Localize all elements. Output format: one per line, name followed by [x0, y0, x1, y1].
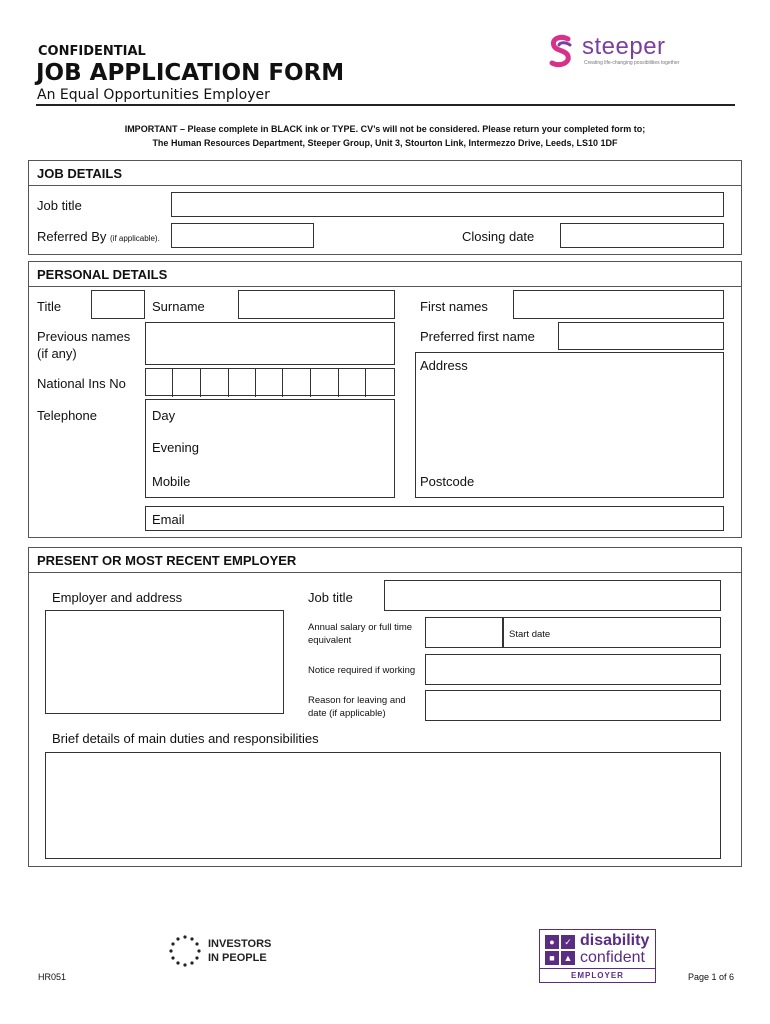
ni-digit-cell[interactable] [174, 369, 201, 397]
surname-label: Surname [152, 299, 205, 314]
ni-digit-cell[interactable] [229, 369, 256, 397]
first-names-input[interactable] [513, 290, 724, 319]
ni-digit-cell[interactable] [256, 369, 283, 397]
salary-input[interactable] [425, 617, 503, 648]
form-ref: HR051 [38, 972, 67, 982]
previous-names-label: Previous names [37, 329, 131, 344]
evening-label: Evening [152, 440, 199, 455]
start-date-label: Start date [509, 629, 551, 640]
job-title-label: Job title [37, 198, 82, 213]
employer-address-input[interactable] [45, 610, 284, 714]
dc-employer-bar [540, 968, 655, 982]
referred-by-text: Referred By [37, 229, 107, 244]
lock-icon: ■ [545, 951, 559, 965]
email-label: Email [152, 512, 185, 527]
closing-date-label: Closing date [462, 229, 535, 244]
disability-confident-logo [539, 929, 656, 983]
referred-by-input[interactable] [171, 223, 314, 248]
closing-date-input[interactable] [560, 223, 724, 248]
reason-label-line2: date (if applicable) [308, 708, 386, 719]
logo-text: steeper [582, 33, 666, 60]
ni-input[interactable] [145, 368, 395, 396]
steeper-logo [546, 33, 696, 73]
important-line-1: IMPORTANT – Please complete in BLACK ink or TYPE. CV’s will not be considered. Please return your completed form to; [124, 124, 646, 134]
surname-input[interactable] [238, 290, 395, 319]
ni-digit-cell[interactable] [284, 369, 311, 397]
dc-line-1: disability [580, 932, 650, 949]
previous-names-input[interactable] [145, 322, 395, 365]
laurel-wreath-icon [168, 934, 202, 968]
header-rule [36, 104, 735, 106]
postcode-label: Postcode [420, 474, 475, 489]
iip-line-2: IN PEOPLE [208, 952, 267, 964]
people-icon: ● [545, 935, 559, 949]
dc-line-2: confident [580, 949, 645, 966]
referred-by-label [37, 229, 160, 244]
salary-label-line2: equivalent [308, 635, 352, 646]
form-subtitle: An Equal Opportunities Employer [37, 87, 270, 103]
employer-header [29, 548, 741, 573]
chat-icon: ▲ [561, 951, 575, 965]
dc-line-3: EMPLOYER [571, 971, 624, 980]
dc-icon-grid [545, 935, 577, 967]
employer-title: PRESENT OR MOST RECENT EMPLOYER [37, 553, 297, 568]
investors-in-people-logo [168, 934, 283, 970]
personal-details-title: PERSONAL DETAILS [37, 267, 168, 282]
personal-details-header [29, 262, 741, 287]
preferred-name-label: Preferred first name [420, 329, 535, 344]
duties-label: Brief details of main duties and responsibilities [52, 731, 319, 746]
iip-line-1: INVESTORS [208, 938, 272, 950]
title-label: Title [37, 299, 62, 314]
steeper-logo-mark-icon [546, 33, 576, 69]
mobile-label: Mobile [152, 474, 191, 489]
logo-tagline: Creating life-changing possibilities together [584, 60, 680, 66]
ni-label: National Ins No [37, 376, 126, 391]
job-details-title: JOB DETAILS [37, 166, 122, 181]
first-names-label: First names [420, 299, 488, 314]
check-icon: ✓ [561, 935, 575, 949]
ni-digit-cell[interactable] [312, 369, 339, 397]
preferred-name-input[interactable] [558, 322, 724, 350]
ni-digit-cell[interactable] [339, 369, 366, 397]
notice-label: Notice required if working [308, 665, 416, 676]
important-line-2: The Human Resources Department, Steeper Group, Unit 3, Stourton Link, Intermezzo Drive, Leeds, LS10 1DF [152, 138, 618, 148]
salary-label [308, 621, 412, 647]
reason-label-line1: Reason for leaving and [308, 695, 406, 706]
previous-names-note: (if any) [37, 346, 77, 361]
emp-job-title-label: Job title [308, 590, 353, 605]
job-title-input[interactable] [171, 192, 724, 217]
reason-label [308, 694, 406, 720]
day-label: Day [152, 408, 176, 423]
employer-address-label: Employer and address [52, 590, 183, 605]
duties-input[interactable] [45, 752, 721, 859]
ni-digit-cell[interactable] [146, 369, 173, 397]
confidential-label: CONFIDENTIAL [38, 44, 146, 59]
title-input[interactable] [91, 290, 145, 319]
address-label: Address [420, 358, 468, 373]
job-details-header [29, 161, 741, 186]
page-number: Page 1 of 6 [688, 972, 735, 982]
ni-digit-cell[interactable] [202, 369, 229, 397]
email-input[interactable] [145, 506, 724, 531]
notice-input[interactable] [425, 654, 721, 685]
reason-input[interactable] [425, 690, 721, 721]
telephone-label: Telephone [37, 408, 97, 423]
form-title: JOB APPLICATION FORM [36, 60, 345, 86]
emp-job-title-input[interactable] [384, 580, 721, 611]
referred-by-note: (if applicable). [110, 234, 160, 243]
salary-label-line1: Annual salary or full time [308, 622, 413, 633]
